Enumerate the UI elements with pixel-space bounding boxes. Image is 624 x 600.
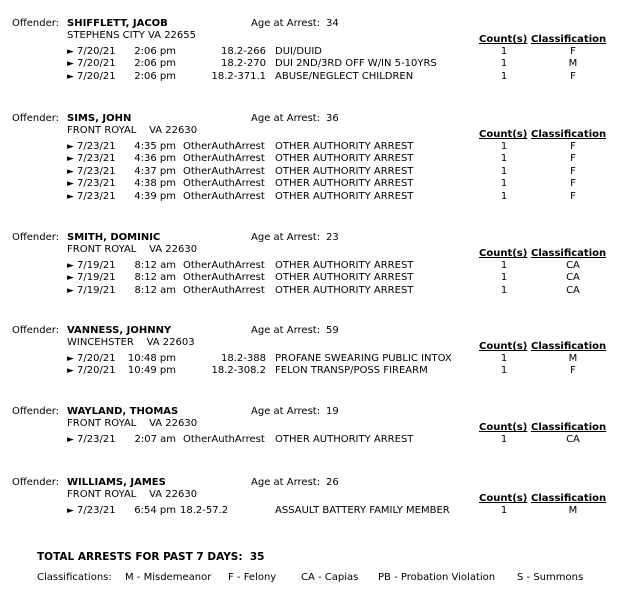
charge-time: 10:48 pm [127, 353, 176, 364]
offender-name: WAYLAND, THOMAS [67, 406, 179, 417]
charge-count: 1 [500, 284, 508, 296]
charge-time: 4:38 pm [134, 178, 176, 190]
charge-time: 2:06 pm [134, 58, 176, 70]
charge-time: 8:12 am [134, 272, 176, 284]
charge-time: 4:37 pm [134, 165, 176, 177]
counts-header: Count(s) [479, 248, 528, 259]
charge-code: OtherAuthArrest [183, 190, 265, 202]
charge-count: 1 [500, 260, 508, 271]
offender-address: FRONT ROYAL VA 22630 [67, 489, 198, 500]
age-value: 36 [326, 113, 339, 124]
offender-label: Offender: [12, 406, 60, 417]
charge-description: OTHER AUTHORITY ARREST [275, 141, 414, 152]
charge-count: 1 [500, 46, 508, 57]
charge-description: DUI 2ND/3RD OFF W/IN 5-10YRS [275, 58, 437, 70]
age-value: 59 [326, 325, 339, 336]
charge-code: 18.2-388 [221, 353, 266, 364]
charge-time: 4:39 pm [134, 190, 176, 202]
arrow-icon: ► [67, 154, 74, 165]
age-label: Age at Arrest: [251, 113, 321, 124]
offender-label: Offender: [12, 325, 60, 336]
charge-date: 7/23/21 [77, 153, 116, 165]
charge-time: 4:35 pm [134, 141, 176, 152]
charge-code: 18.2-270 [221, 58, 266, 70]
arrow-icon: ► [67, 261, 74, 271]
arrow-icon: ► [67, 179, 74, 190]
charge-description: ABUSE/NEGLECT CHILDREN [275, 70, 414, 82]
offender-address: WINCEHSTER VA 22603 [67, 337, 195, 348]
charge-classification: M [568, 505, 578, 516]
charge-time: 2:06 pm [134, 70, 176, 82]
charge-code: OtherAuthArrest [183, 272, 265, 284]
charge-code: OtherAuthArrest [183, 165, 265, 177]
age-value: 19 [326, 406, 339, 417]
charge-description: OTHER AUTHORITY ARREST [275, 153, 414, 165]
charge-classification: F [570, 165, 576, 177]
age-label: Age at Arrest: [251, 325, 321, 336]
charge-date: 7/19/21 [77, 284, 116, 296]
charge-description: DUI/DUID [275, 46, 323, 57]
charge-description: OTHER AUTHORITY ARREST [275, 178, 414, 190]
charge-description: FELON TRANSP/POSS FIREARM [275, 365, 428, 377]
age-label: Age at Arrest: [251, 406, 321, 417]
charge-description: OTHER AUTHORITY ARREST [275, 272, 414, 284]
classification-header: Classification [531, 34, 607, 45]
classification-header: Classification [531, 341, 607, 352]
charge-date: 7/20/21 [77, 58, 116, 70]
charge-date: 7/23/21 [77, 141, 116, 152]
offender-address: STEPHENS CITY VA 22655 [67, 30, 197, 41]
charge-description: OTHER AUTHORITY ARREST [275, 284, 414, 296]
charge-count: 1 [500, 365, 508, 377]
offender-name: VANNESS, JOHNNY [67, 325, 172, 336]
classification-header: Classification [531, 422, 607, 433]
charge-description: OTHER AUTHORITY ARREST [275, 165, 414, 177]
charge-classification: M [568, 58, 578, 70]
charge-time: 8:12 am [134, 284, 176, 296]
arrow-icon: ► [67, 59, 74, 70]
charge-code: OtherAuthArrest [183, 434, 265, 445]
charge-classification: F [570, 70, 576, 82]
arrow-icon: ► [67, 142, 74, 152]
charge-count: 1 [500, 141, 508, 152]
charge-date: 7/23/21 [77, 505, 116, 516]
charge-classification: M [568, 353, 578, 364]
legend-label: Classifications: [37, 572, 112, 583]
legend-item: CA - Capias [301, 572, 359, 583]
charge-code: OtherAuthArrest [183, 141, 265, 152]
charge-code: 18.2-308.2 [211, 365, 266, 377]
offender-label: Offender: [12, 477, 60, 488]
charge-date: 7/23/21 [77, 190, 116, 202]
legend-item: M - Misdemeanor [125, 572, 212, 583]
charge-code: 18.2-266 [221, 46, 266, 57]
charge-classification: CA [566, 434, 580, 445]
age-value: 34 [326, 18, 339, 29]
charge-date: 7/19/21 [77, 260, 116, 271]
offender-name: SIMS, JOHN [67, 113, 132, 124]
charge-time: 8:12 am [134, 260, 176, 271]
counts-header: Count(s) [479, 34, 528, 45]
offender-label: Offender: [12, 232, 60, 243]
charge-count: 1 [500, 272, 508, 284]
total-arrests [37, 551, 265, 563]
legend-item: F - Felony [228, 572, 277, 583]
charge-classification: F [570, 153, 576, 165]
charge-count: 1 [500, 178, 508, 190]
charge-description: OTHER AUTHORITY ARREST [275, 434, 414, 445]
charge-date: 7/23/21 [77, 434, 116, 445]
charge-code: OtherAuthArrest [183, 153, 265, 165]
charge-date: 7/20/21 [77, 70, 116, 82]
charge-count: 1 [500, 165, 508, 177]
age-label: Age at Arrest: [251, 232, 321, 243]
classification-header: Classification [531, 493, 607, 504]
offender-address: FRONT ROYAL VA 22630 [67, 418, 198, 429]
classification-header: Classification [531, 129, 607, 140]
charge-count: 1 [500, 153, 508, 165]
charge-date: 7/20/21 [77, 46, 116, 57]
charge-code: OtherAuthArrest [183, 260, 265, 271]
offender-name: WILLIAMS, JAMES [67, 477, 166, 488]
offender-address: FRONT ROYAL VA 22630 [67, 125, 198, 136]
offender-name: SHIFFLETT, JACOB [67, 18, 168, 29]
charge-description: ASSAULT BATTERY FAMILY MEMBER [275, 505, 450, 516]
arrow-icon: ► [67, 435, 74, 445]
charge-classification: F [570, 190, 576, 202]
age-label: Age at Arrest: [251, 18, 321, 29]
legend-item: PB - Probation Violation [378, 572, 496, 583]
counts-header: Count(s) [479, 493, 528, 504]
charge-time: 10:49 pm [127, 365, 176, 377]
charge-date: 7/20/21 [77, 365, 116, 377]
charge-classification: F [570, 141, 576, 152]
charge-time: 2:07 am [134, 434, 176, 445]
counts-header: Count(s) [479, 129, 528, 140]
charge-time: 2:06 pm [134, 46, 176, 57]
charge-classification: CA [566, 260, 580, 271]
offender-label: Offender: [12, 113, 60, 124]
arrow-icon: ► [67, 273, 74, 284]
total-value: 35 [249, 551, 265, 563]
charge-count: 1 [500, 70, 508, 82]
charge-count: 1 [500, 353, 508, 364]
legend-item: S - Summons [517, 572, 584, 583]
counts-header: Count(s) [479, 341, 528, 352]
arrow-icon: ► [67, 354, 74, 364]
charge-code: OtherAuthArrest [183, 284, 265, 296]
arrow-icon: ► [67, 71, 74, 82]
classification-header: Classification [531, 248, 607, 259]
charge-date: 7/23/21 [77, 178, 116, 190]
charge-description: OTHER AUTHORITY ARREST [275, 190, 414, 202]
arrow-icon: ► [67, 366, 74, 377]
age-label: Age at Arrest: [251, 477, 321, 488]
arrow-icon: ► [67, 166, 74, 177]
offender-label: Offender: [12, 18, 60, 29]
age-value: 23 [326, 232, 339, 243]
charge-classification: F [570, 178, 576, 190]
offender-address: FRONT ROYAL VA 22630 [67, 244, 198, 255]
charge-code: 18.2-371.1 [211, 70, 266, 82]
charge-date: 7/20/21 [77, 353, 116, 364]
arrow-icon: ► [67, 47, 74, 57]
charge-count: 1 [500, 505, 508, 516]
charge-count: 1 [500, 58, 508, 70]
charge-time: 6:54 pm [134, 505, 176, 516]
arrow-icon: ► [67, 191, 74, 202]
charge-classification: F [570, 365, 576, 377]
counts-header: Count(s) [479, 422, 528, 433]
classification-legend [37, 572, 112, 583]
charge-classification: F [570, 46, 576, 57]
arrow-icon: ► [67, 285, 74, 296]
charge-code: OtherAuthArrest [183, 178, 265, 190]
charge-count: 1 [500, 190, 508, 202]
age-value: 26 [326, 477, 339, 488]
charge-count: 1 [500, 434, 508, 445]
charge-classification: CA [566, 284, 580, 296]
arrow-icon: ► [67, 506, 74, 516]
total-label: TOTAL ARRESTS FOR PAST 7 DAYS: [37, 551, 243, 563]
charge-description: PROFANE SWEARING PUBLIC INTOX [275, 353, 452, 364]
charge-date: 7/19/21 [77, 272, 116, 284]
charge-classification: CA [566, 272, 580, 284]
charge-date: 7/23/21 [77, 165, 116, 177]
charge-description: OTHER AUTHORITY ARREST [275, 260, 414, 271]
charge-code: 18.2-57.2 [180, 505, 229, 516]
charge-time: 4:36 pm [134, 153, 176, 165]
offender-name: SMITH, DOMINIC [67, 232, 161, 243]
